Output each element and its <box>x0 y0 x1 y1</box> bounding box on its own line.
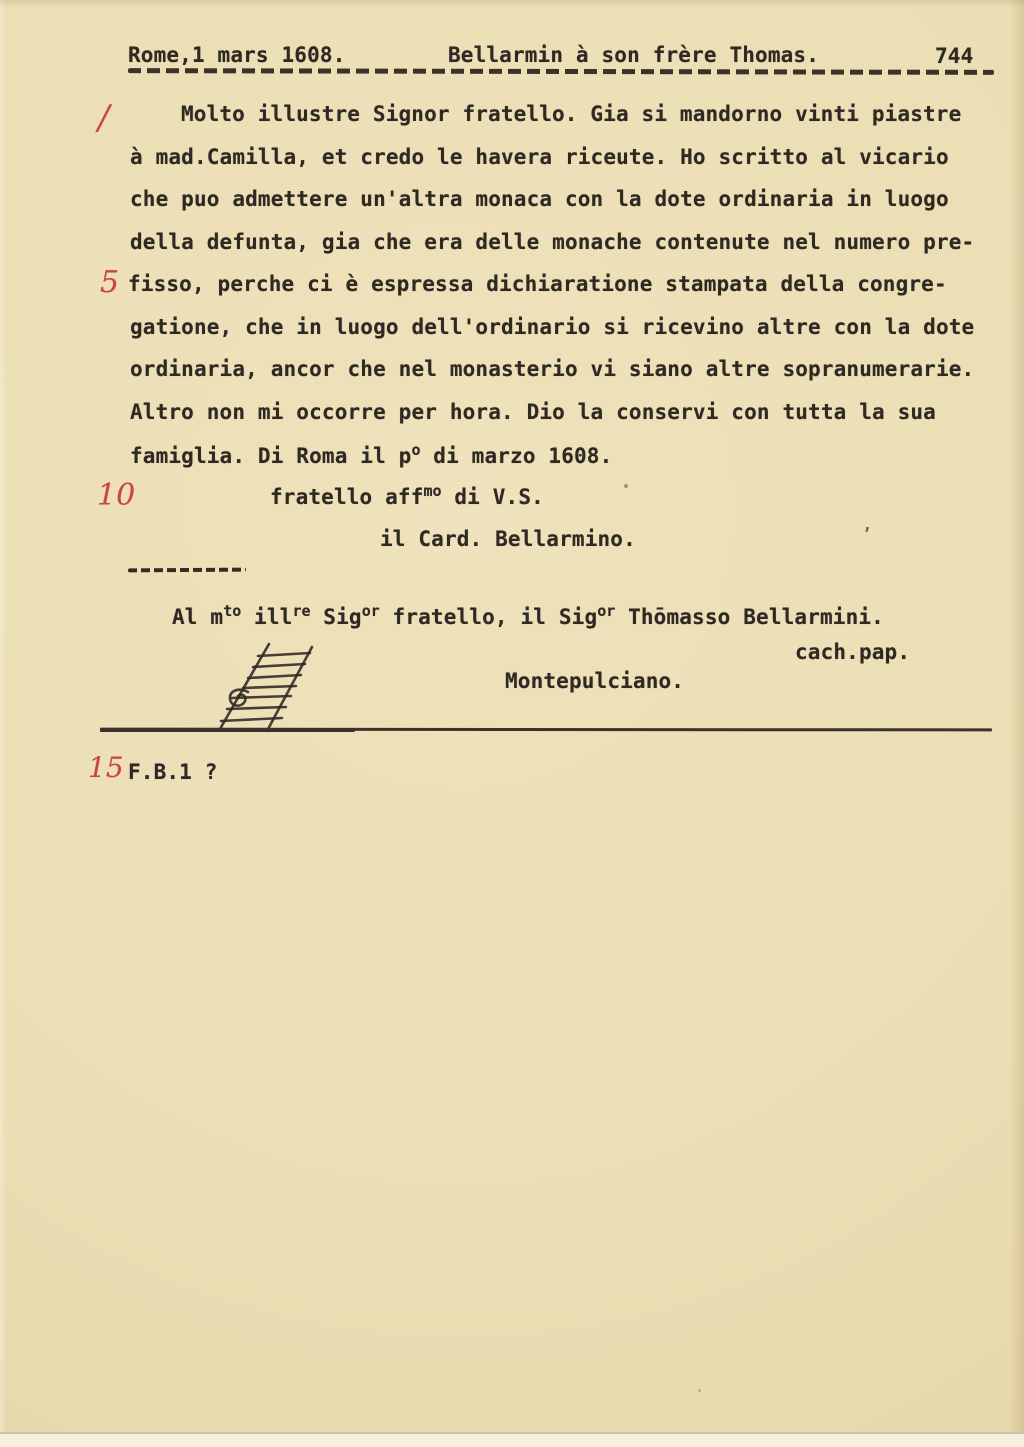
date-line-superscript: o <box>411 441 421 459</box>
ink-speck <box>698 1389 701 1392</box>
address-line <box>172 604 884 632</box>
letter-line: della defunta, gia che era delle monache contenute nel numero pre- <box>130 230 975 254</box>
address-text: ill <box>241 605 293 629</box>
date-line-text: di marzo 1608. <box>420 444 613 468</box>
header-date: Rome,1 mars 1608. <box>128 43 346 67</box>
ink-speck <box>624 484 628 488</box>
margin-line-number-10: 10 <box>97 478 136 513</box>
letter-line: gatione, che in luogo dell'ordinario si ricevino altre con la dote <box>130 315 975 339</box>
letter-date-line <box>130 443 612 471</box>
address-text: Al m <box>172 605 224 629</box>
page-number: 744 <box>935 44 974 68</box>
scan-bottom-edge <box>0 1432 1024 1447</box>
letter-line: à mad.Camilla, et credo le havera riceute. Ho scritto al vicario <box>130 145 949 169</box>
signature-superscript: mo <box>423 482 442 500</box>
seal-note: cach.pap. <box>795 640 911 664</box>
stray-apostrophe-mark: ’ <box>862 524 872 543</box>
address-superscript: or <box>361 602 380 620</box>
margin-line-number-15: 15 <box>88 751 124 784</box>
address-text: Thōmasso Bellarmini. <box>615 605 884 629</box>
archival-note: F.B.1 ? <box>128 760 218 784</box>
header-dashed-rule <box>128 68 994 75</box>
address-text: Sig <box>310 605 362 629</box>
signature-line-1 <box>270 484 544 512</box>
margin-line-number-5: 5 <box>100 265 120 300</box>
address-superscript: re <box>292 602 311 620</box>
margin-line-number-1: / <box>98 98 110 138</box>
ladder-sketch-icon <box>196 630 321 735</box>
bottom-rule-heavy-segment <box>100 728 355 732</box>
address-text: fratello, il Sig <box>379 605 598 629</box>
letter-line: che puo admettere un'altra monaca con la dote ordinaria in luogo <box>130 187 949 211</box>
address-superscript: to <box>223 602 242 620</box>
header-title: Bellarmin à son frère Thomas. <box>448 43 819 67</box>
date-line-text: famiglia. Di Roma il p <box>130 444 412 468</box>
signature-text: di V.S. <box>441 485 544 509</box>
signature-line-2: il Card. Bellarmino. <box>380 527 636 551</box>
signature-text: fratello aff <box>270 485 424 509</box>
letter-line: fisso, perche ci è espressa dichiaratione stampata della congre- <box>128 272 947 296</box>
letter-line: Altro non mi occorre per hora. Dio la conservi con tutta la sua <box>130 400 936 424</box>
letter-line: Molto illustre Signor fratello. Gia si mandorno vinti piastre <box>181 102 962 126</box>
address-superscript: or <box>597 602 616 620</box>
letter-line: ordinaria, ancor che nel monasterio vi siano altre sopranumerarie. <box>130 357 975 381</box>
address-place: Montepulciano. <box>505 669 685 693</box>
separator-dashes <box>128 568 246 573</box>
